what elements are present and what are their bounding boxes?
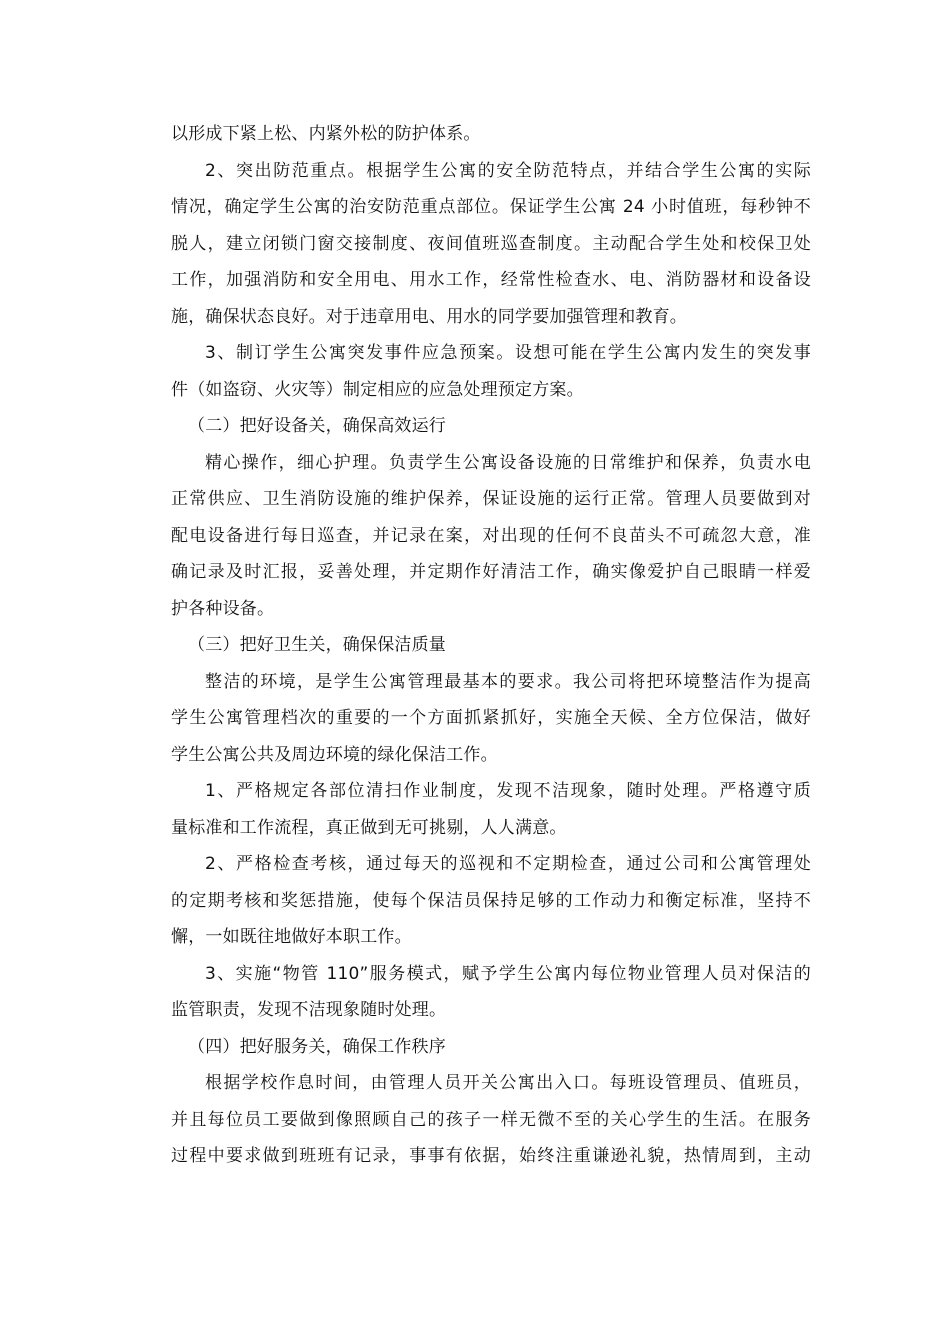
section-heading-hygiene xyxy=(171,627,811,664)
section-heading-equipment xyxy=(171,408,811,445)
heading-line: （四）把好服务关，确保工作秩序 xyxy=(188,1036,446,1057)
text-line: 以形成下紧上松、内紧外松的防护体系。 xyxy=(171,124,481,144)
paragraph-cleaning-rules xyxy=(171,773,811,846)
document-body xyxy=(171,116,811,1175)
text-line: 并且每位员工要做到像照顾自己的孩子一样无微不至的关心学生的生活。在服务 xyxy=(171,1109,811,1130)
text-line: 精心操作，细心护理。负责学生公寓设备设施的日常维护和保养，负责水电 xyxy=(205,452,811,473)
text-line: 正常供应、卫生消防设施的维护保养，保证设施的运行正常。管理人员要做到对 xyxy=(171,489,811,509)
paragraph-service-model xyxy=(171,956,811,1029)
text-line: 整洁的环境，是学生公寓管理最基本的要求。我公司将把环境整洁作为提高 xyxy=(205,671,811,692)
text-line: 根据学校作息时间，由管理人员开关公寓出入口。每班设管理员、值班员， xyxy=(205,1073,811,1093)
text-line: 3、实施“物管 110”服务模式，赋予学生公寓内每位物业管理人员对保洁的 xyxy=(205,963,811,984)
text-line: 工作，加强消防和安全用电、用水工作，经常性检查水、电、消防器材和设备设 xyxy=(171,270,811,290)
text-line: 学生公寓管理档次的重要的一个方面抓紧抓好，实施全天候、全方位保洁，做好 xyxy=(171,708,811,728)
text-line: 护各种设备。 xyxy=(171,598,275,619)
text-line: 脱人，建立闭锁门窗交接制度、夜间值班巡查制度。主动配合学生处和校保卫处 xyxy=(171,233,811,254)
text-line: 配电设备进行每日巡查，并记录在案，对出现的任何不良苗头不可疏忽大意，准 xyxy=(171,525,811,546)
text-line: 1、严格规定各部位清扫作业制度，发现不洁现象，随时处理。严格遵守质 xyxy=(205,781,811,801)
paragraph-clean-environment xyxy=(171,664,811,774)
text-line: 量标准和工作流程，真正做到无可挑剔，人人满意。 xyxy=(171,817,567,838)
text-line: 过程中要求做到班班有记录，事事有依据，始终注重谦逊礼貌，热情周到，主动 xyxy=(171,1146,811,1166)
paragraph-emergency-plan xyxy=(171,335,811,408)
paragraph-schedule xyxy=(171,1065,811,1175)
paragraph-focus-prevention xyxy=(171,153,811,336)
text-line: 懈，一如既往地做好本职工作。 xyxy=(171,927,412,947)
paragraph-continuation xyxy=(171,116,811,153)
text-line: 3、制订学生公寓突发事件应急预案。设想可能在学生公寓内发生的突发事 xyxy=(205,343,811,363)
text-line: 施，确保状态良好。对于违章用电、用水的同学要加强管理和教育。 xyxy=(171,306,687,327)
paragraph-inspection xyxy=(171,846,811,956)
text-line: 的定期考核和奖惩措施，使每个保洁员保持足够的工作动力和衡定标准，坚持不 xyxy=(171,890,811,911)
text-line: 学生公寓公共及周边环境的绿化保洁工作。 xyxy=(171,744,498,765)
text-line: 监管职责，发现不洁现象随时处理。 xyxy=(171,1000,447,1020)
section-heading-service xyxy=(171,1029,811,1066)
text-line: 件（如盗窃、火灾等）制定相应的应急处理预定方案。 xyxy=(171,379,584,400)
text-line: 2、突出防范重点。根据学生公寓的安全防范特点，并结合学生公寓的实际 xyxy=(205,160,811,181)
text-line: 情况，确定学生公寓的治安防范重点部位。保证学生公寓 24 小时值班，每秒钟不 xyxy=(171,197,811,217)
heading-line: （二）把好设备关，确保高效运行 xyxy=(188,416,446,436)
text-line: 确记录及时汇报，妥善处理，并定期作好清洁工作，确实像爱护自己眼睛一样爱 xyxy=(171,562,811,582)
text-line: 2、严格检查考核，通过每天的巡视和不定期检查，通过公司和公寓管理处 xyxy=(205,854,811,874)
paragraph-equipment-care xyxy=(171,445,811,628)
heading-line: （三）把好卫生关，确保保洁质量 xyxy=(188,635,446,655)
